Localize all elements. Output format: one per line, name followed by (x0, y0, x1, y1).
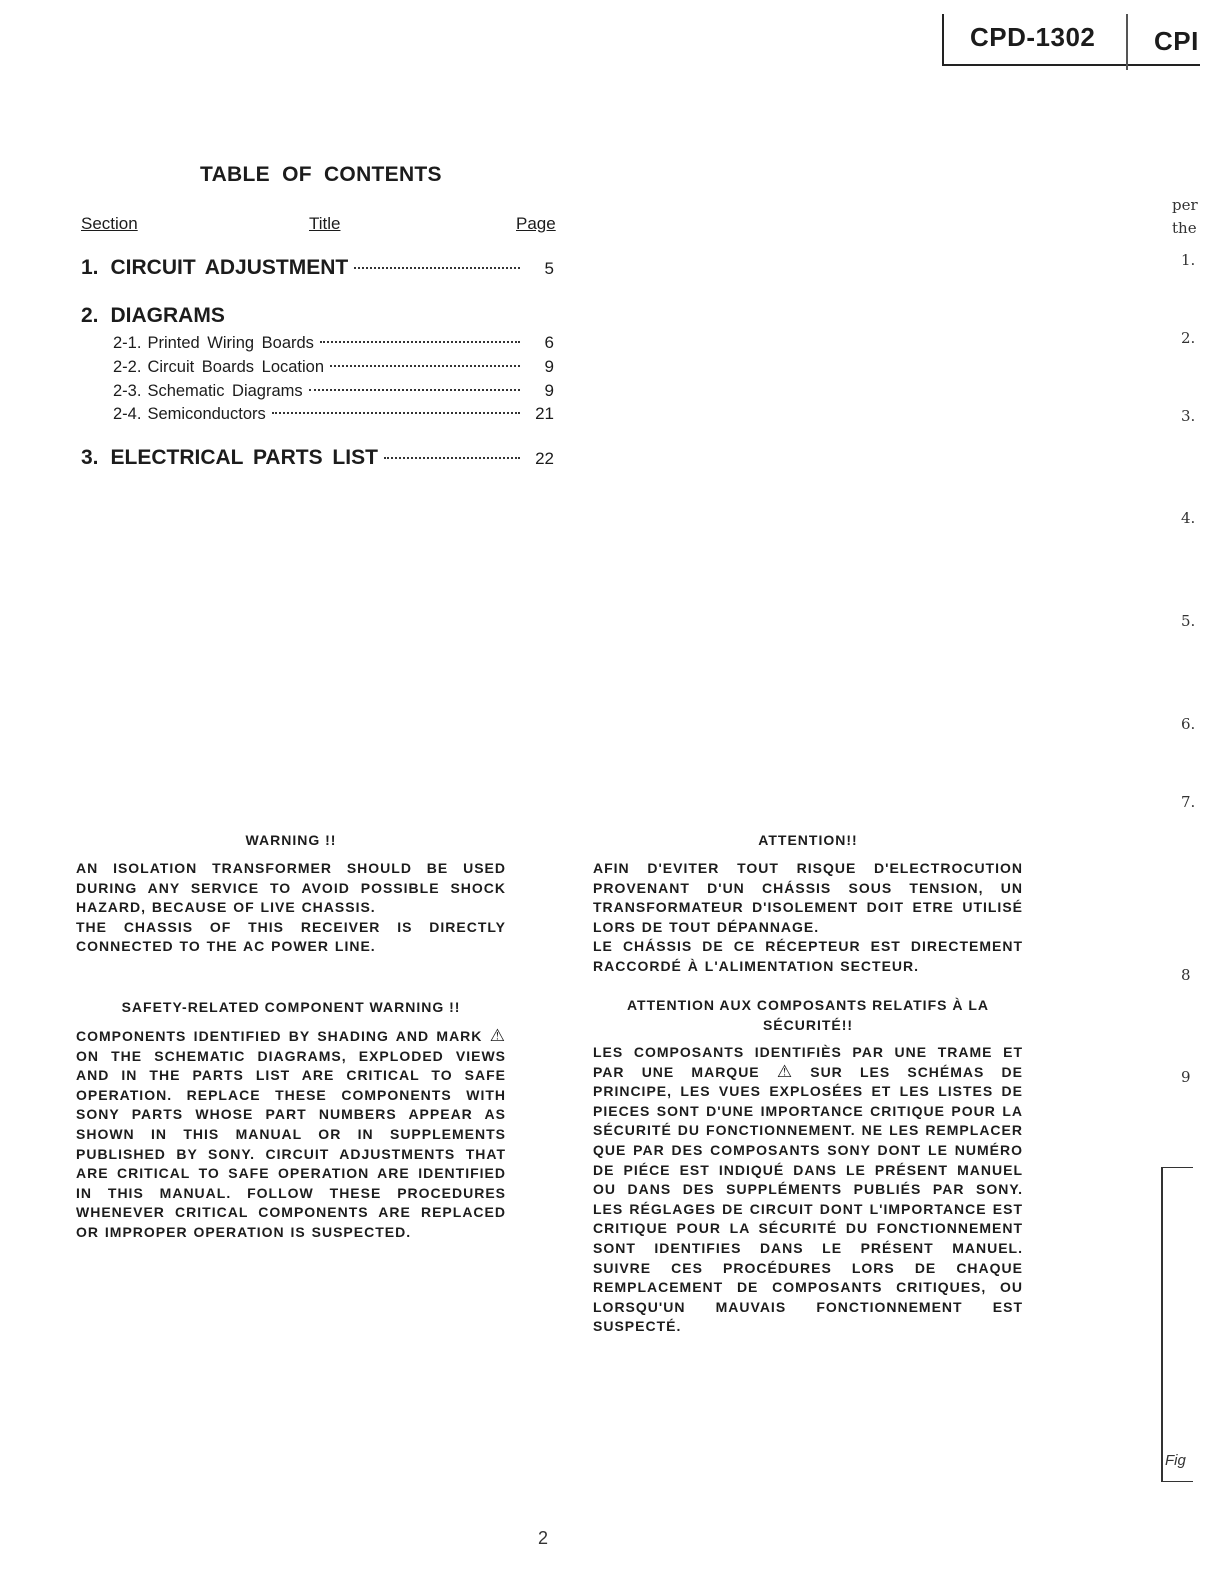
dot-leader (384, 456, 520, 459)
warning-triangle-icon: ⚠ (489, 1026, 507, 1045)
toc-entry-number: 2-3. (113, 382, 142, 400)
dot-leader (330, 364, 520, 367)
safety-text-fr (593, 1043, 1023, 1337)
model-number: CPD-1302 (970, 22, 1096, 52)
warning-heading-en: WARNING !! (245, 832, 337, 848)
safety-text-part: LES COMPOSANTS IDENTIFIÈS PAR UNE TRAME ET PAR UNE MARQUE (593, 1044, 1023, 1080)
toc-header-title: Title (309, 214, 341, 233)
toc-entry (81, 304, 554, 328)
warning-text-fr (593, 859, 1023, 977)
page-number: 2 (538, 1528, 549, 1548)
toc-entry-title: Printed Wiring Boards (147, 334, 314, 352)
warning-heading-fr: ATTENTION!! (758, 832, 858, 848)
margin-fragment: 8 (1181, 966, 1191, 984)
toc-subentry (113, 357, 554, 377)
margin-fragment: 4. (1181, 509, 1196, 527)
margin-fragment: 3. (1181, 407, 1196, 425)
toc-entry (81, 256, 554, 280)
margin-fragment: 1. (1181, 251, 1196, 269)
warning-text-en (76, 859, 506, 957)
toc-subentry (113, 381, 554, 401)
toc-header-page: Page (516, 214, 556, 233)
toc-entry-page: 21 (535, 404, 554, 423)
header-divider (1126, 14, 1128, 70)
toc-entry-number: 2-2. (113, 358, 142, 376)
toc-entry-page: 6 (544, 333, 554, 352)
safety-text-part: ON THE SCHEMATIC DIAGRAMS, EXPLODED VIEWS AND IN THE PARTS LIST ARE CRITICAL TO SAFE OPERATION. REPLACE THESE COMPONENTS WITH SONY PARTS WHOSE PART NUMBERS APPEAR AS SHOWN IN THIS MANUAL OR IN SUPPLEMENTS PUBLISHED BY SONY. CIRCUIT ADJUSTMENTS THAT ARE CRITICAL TO SAFE OPERATION ARE IDENTIFIED IN THIS MANUAL. FOLLOW THESE PROCEDURES WHENEVER CRITICAL COMPONENTS ARE REPLACED OR IMPROPER OPERATION IS SUSPECTED. (76, 1047, 506, 1240)
margin-fragment: 2. (1181, 329, 1196, 347)
warning-paragraph: AN ISOLATION TRANSFORMER SHOULD BE USED DURING ANY SERVICE TO AVOID POSSIBLE SHOCK HAZARD, BECAUSE OF LIVE CHASSIS. (76, 860, 506, 916)
toc-entry-title: Schematic Diagrams (147, 382, 303, 400)
header-rule (1128, 64, 1200, 66)
safety-heading-en: SAFETY-RELATED COMPONENT WARNING !! (121, 999, 461, 1015)
toc-title: TABLE OF CONTENTS (200, 163, 442, 186)
toc-entry (81, 446, 554, 470)
warning-paragraph: LE CHÁSSIS DE CE RÉCEPTEUR EST DIRECTEMENT RACCORDÉ À L'ALIMENTATION SECTEUR. (593, 938, 1023, 974)
figure-label: Fig (1165, 1452, 1186, 1469)
dot-leader (309, 388, 520, 391)
margin-fragment: the (1172, 219, 1197, 237)
toc-entry-page: 22 (535, 449, 554, 468)
dot-leader (354, 266, 520, 269)
toc-entry-number: 2-4. (113, 405, 142, 423)
margin-fragment: 7. (1181, 793, 1196, 811)
safety-text-part: SUR LES SCHÉMAS DE PRINCIPE, LES VUES EXPLOSÉES ET LES LISTES DE PIECES SONT D'UNE IMPORTANCE CRITIQUE POUR LA SÉCURITÉ DU FONCTIONNEMENT. NE LES REMPLACER QUE PAR DES COMPOSANTS SONY DONT LE NUMÉRO DE PIÉCE EST INDIQUÉ DANS LE PRÉSENT MANUEL OU DANS DES SUPPLÉMENTS PUBLIÉS PAR SONY. LES RÉGLAGES DE CIRCUIT DONT L'IMPORTANCE EST CRITIQUE POUR LA SÉCURITÉ DU FONCTIONNEMENT SONT IDENTIFIES DANS LE PRÉSENT MANUEL. SUIVRE CES PROCÉDURES LORS DE CHAQUE REMPLACEMENT DE COMPOSANTS CRITIQUES, OU LORSQU'UN MAUVAIS FONCTIONNEMENT EST SUSPECTÉ. (593, 1063, 1023, 1335)
warning-triangle-icon: ⚠ (776, 1061, 794, 1081)
toc-entry-page: 9 (544, 357, 554, 376)
toc-entry-number: 2. (81, 304, 99, 327)
toc-entry-page: 5 (544, 259, 554, 278)
toc-subentry (113, 404, 554, 424)
toc-header-section: Section (81, 214, 138, 233)
dot-leader (320, 340, 520, 343)
margin-fragment: 9 (1181, 1068, 1191, 1086)
toc-entry-page: 9 (544, 381, 554, 400)
toc-entry-number: 1. (81, 256, 99, 279)
toc-entry-title: ELECTRICAL PARTS LIST (110, 446, 378, 469)
warning-paragraph: THE CHASSIS OF THIS RECEIVER IS DIRECTLY CONNECTED TO THE AC POWER LINE. (76, 918, 506, 955)
toc-entry-title: DIAGRAMS (110, 304, 225, 327)
toc-entry-number: 3. (81, 446, 99, 469)
model-number-adjacent-page: CPI (1154, 26, 1199, 56)
safety-text-en (76, 1027, 506, 1243)
toc-entry-title: CIRCUIT ADJUSTMENT (110, 256, 349, 279)
warning-paragraph: AFIN D'EVITER TOUT RISQUE D'ELECTROCUTION PROVENANT D'UN CHÁSSIS SOUS TENSION, UN TRANSFORMATEUR D'ISOLEMENT DOIT ETRE UTILISÉ LORS DE TOUT DÉPANNAGE. (593, 860, 1023, 935)
dot-leader (272, 411, 520, 414)
safety-heading-fr: ATTENTION AUX COMPOSANTS RELATIFS À LA SÉCURITÉ!! (626, 997, 990, 1033)
safety-text-part: COMPONENTS IDENTIFIED BY SHADING AND MARK (76, 1028, 483, 1044)
toc-subentry (113, 333, 554, 353)
toc-entry-title: Circuit Boards Location (147, 358, 325, 376)
margin-fragment: 5. (1181, 612, 1196, 630)
toc-entry-number: 2-1. (113, 334, 142, 352)
figure-frame (1161, 1167, 1193, 1482)
margin-fragment: per (1172, 196, 1198, 214)
toc-entry-title: Semiconductors (147, 405, 266, 423)
margin-fragment: 6. (1181, 715, 1196, 733)
